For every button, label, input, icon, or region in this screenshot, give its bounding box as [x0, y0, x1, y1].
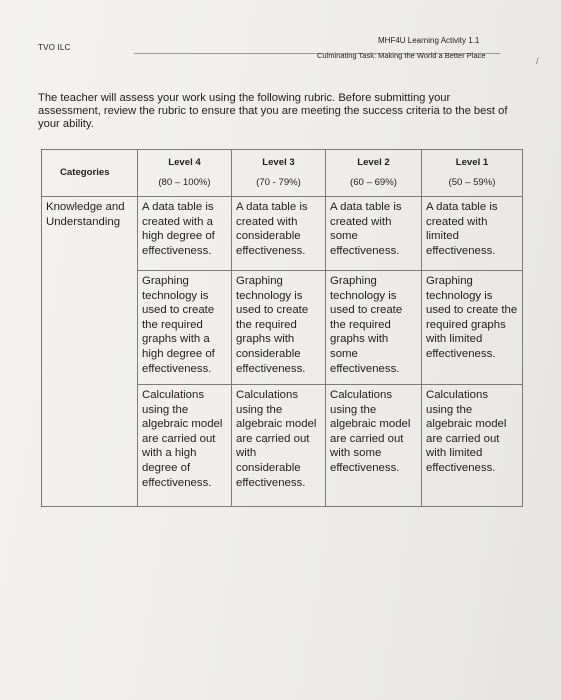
header-level-2: Level 2 (60 – 69%)	[326, 150, 422, 197]
rubric-cell: A data table is created with limited effectiveness.	[422, 197, 523, 271]
rubric-cell: Calculations using the algebraic model are carried out with a high degree of effectiveness.	[138, 385, 232, 507]
task-label: Culminating Task: Making the World a Better Place	[317, 51, 486, 60]
rubric-cell: Graphing technology is used to create the required graphs with limited effectiveness.	[422, 271, 523, 385]
table-row	[42, 197, 523, 271]
rubric-cell: A data table is created with considerable effectiveness.	[232, 197, 326, 271]
course-label: MHF4U Learning Activity 1.1	[378, 36, 480, 45]
header-level-1: Level 1 (50 – 59%)	[422, 150, 523, 197]
rubric-cell: A data table is created with a high degree of effectiveness.	[138, 197, 232, 271]
rubric-header-row	[42, 150, 523, 197]
header-categories: Categories	[42, 150, 138, 197]
rubric-cell: Graphing technology is used to create the required graphs with considerable effectiveness.	[232, 271, 326, 385]
header-level-3: Level 3 (70 - 79%)	[232, 150, 326, 197]
rubric-cell: Calculations using the algebraic model are carried out with limited effectiveness.	[422, 385, 523, 507]
rubric-table	[41, 149, 523, 507]
rubric-cell: Graphing technology is used to create the required graphs with a high degree of effectiveness.	[138, 271, 232, 385]
intro-paragraph: The teacher will assess your work using the following rubric. Before submitting your assessment, review the rubric to ensure that you are meeting the success criteria to the best of your ability.	[38, 92, 508, 130]
rubric-cell: Calculations using the algebraic model are carried out with some effectiveness.	[326, 385, 422, 507]
organization-label: TVO ILC	[38, 43, 71, 52]
rubric-cell: A data table is created with some effectiveness.	[326, 197, 422, 271]
pen-mark: /	[536, 56, 539, 66]
rubric-cell: Graphing technology is used to create the required graphs with some effectiveness.	[326, 271, 422, 385]
category-cell: Knowledge and Understanding	[42, 197, 138, 507]
header-level-4: Level 4 (80 – 100%)	[138, 150, 232, 197]
rubric-cell: Calculations using the algebraic model are carried out with considerable effectiveness.	[232, 385, 326, 507]
